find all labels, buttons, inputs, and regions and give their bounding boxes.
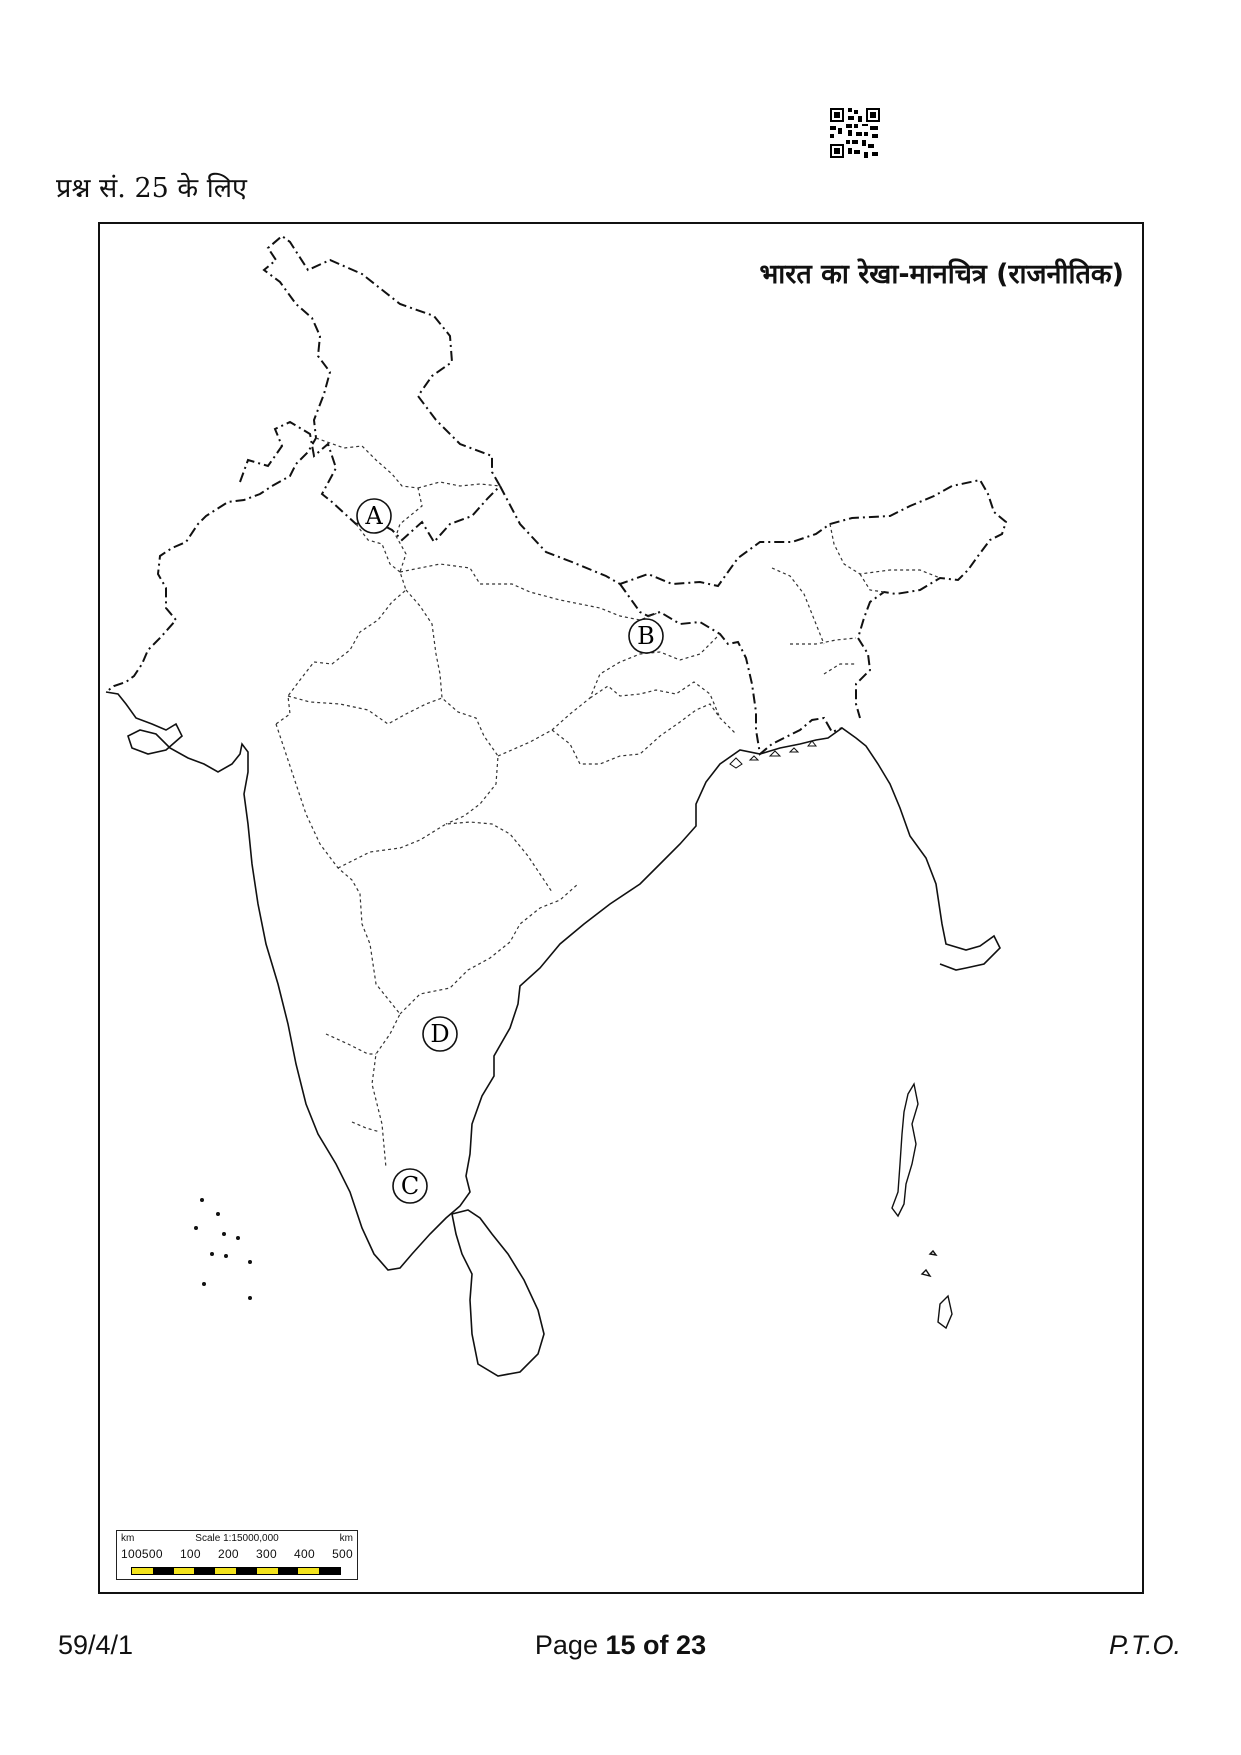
andaman-islands	[892, 1084, 918, 1216]
question-reference: प्रश्न सं. 25 के लिए	[56, 173, 247, 204]
svg-text:A: A	[365, 502, 383, 530]
svg-text:D: D	[430, 1020, 450, 1048]
page-total: 23	[676, 1630, 707, 1660]
lakshadweep-islands	[194, 1198, 252, 1300]
scale-tick: 100	[179, 1547, 201, 1561]
scale-caption: Scale 1:15000,000	[195, 1533, 279, 1544]
scale-tick: 300	[256, 1547, 277, 1561]
map-frame	[98, 222, 1144, 1594]
scale-bar-legend	[116, 1530, 358, 1580]
sundarbans-islets	[730, 741, 816, 768]
scale-tick: 200	[217, 1547, 239, 1561]
coastline	[106, 692, 1000, 1270]
marker-a	[357, 499, 391, 533]
page-number	[0, 1630, 1241, 1661]
page-of: of	[643, 1630, 669, 1660]
qr-code-icon	[830, 108, 880, 158]
scale-ticks-row	[121, 1547, 353, 1561]
nicobar-islands	[922, 1251, 952, 1328]
scale-left-unit: km	[121, 1533, 135, 1544]
pto-label: P.T.O.	[1108, 1630, 1181, 1660]
svg-text:B: B	[637, 622, 655, 650]
scale-units-row	[121, 1533, 353, 1544]
marker-b	[629, 619, 663, 653]
india-outline-map	[100, 224, 1142, 1592]
state-boundaries	[276, 438, 940, 1168]
international-boundary-east	[500, 480, 1006, 718]
sri-lanka-outline	[452, 1210, 544, 1376]
paper-code: 59/4/1	[58, 1630, 134, 1660]
marker-d	[423, 1017, 457, 1051]
scale-bar-graphic	[131, 1567, 341, 1575]
international-boundary	[106, 236, 500, 692]
scale-tick: 500	[332, 1547, 353, 1561]
international-boundary-bangladesh	[620, 584, 842, 754]
map-title: भारत का रेखा-मानचित्र (राजनीतिक)	[759, 259, 1124, 290]
svg-text:C: C	[400, 1172, 420, 1200]
page-current: 15	[605, 1630, 636, 1660]
scale-tick: 400	[294, 1547, 315, 1561]
marker-c	[393, 1169, 427, 1203]
scale-right-unit: km	[339, 1533, 353, 1544]
page-prefix: Page	[534, 1630, 598, 1660]
scale-tick-left: 100500	[121, 1547, 163, 1561]
